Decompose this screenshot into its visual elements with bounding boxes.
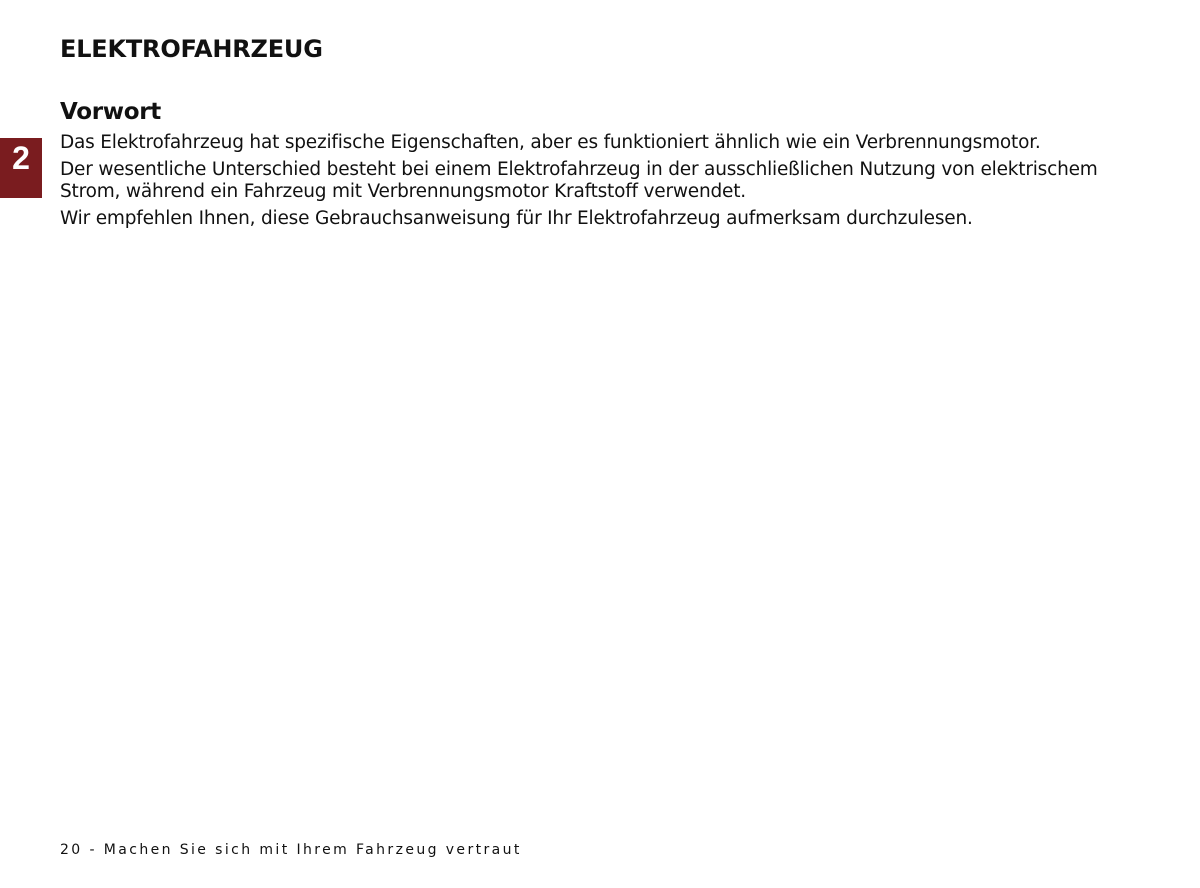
page-footer: 20 - Machen Sie sich mit Ihrem Fahrzeug vertraut (60, 842, 522, 858)
paragraph: Der wesentliche Unterschied besteht bei einem Elektrofahrzeug in der ausschließlichen Nutzung von elektrischem Strom, während ein Fahrzeug mit Verbrennungsmotor Kraftstoff verwendet. (60, 159, 1098, 202)
body-text (60, 132, 1140, 235)
paragraph: Das Elektrofahrzeug hat spezifische Eigenschaften, aber es funktioniert ähnlich wie ein Verbrennungsmotor. (60, 132, 1041, 153)
section-heading: Vorwort (60, 99, 161, 125)
chapter-tab (0, 138, 42, 198)
section-title: ELEKTROFAHRZEUG (60, 35, 323, 63)
chapter-number: 2 (12, 140, 30, 176)
paragraph: Wir empfehlen Ihnen, diese Gebrauchsanweisung für Ihr Elektrofahrzeug aufmerksam durchzulesen. (60, 208, 973, 229)
